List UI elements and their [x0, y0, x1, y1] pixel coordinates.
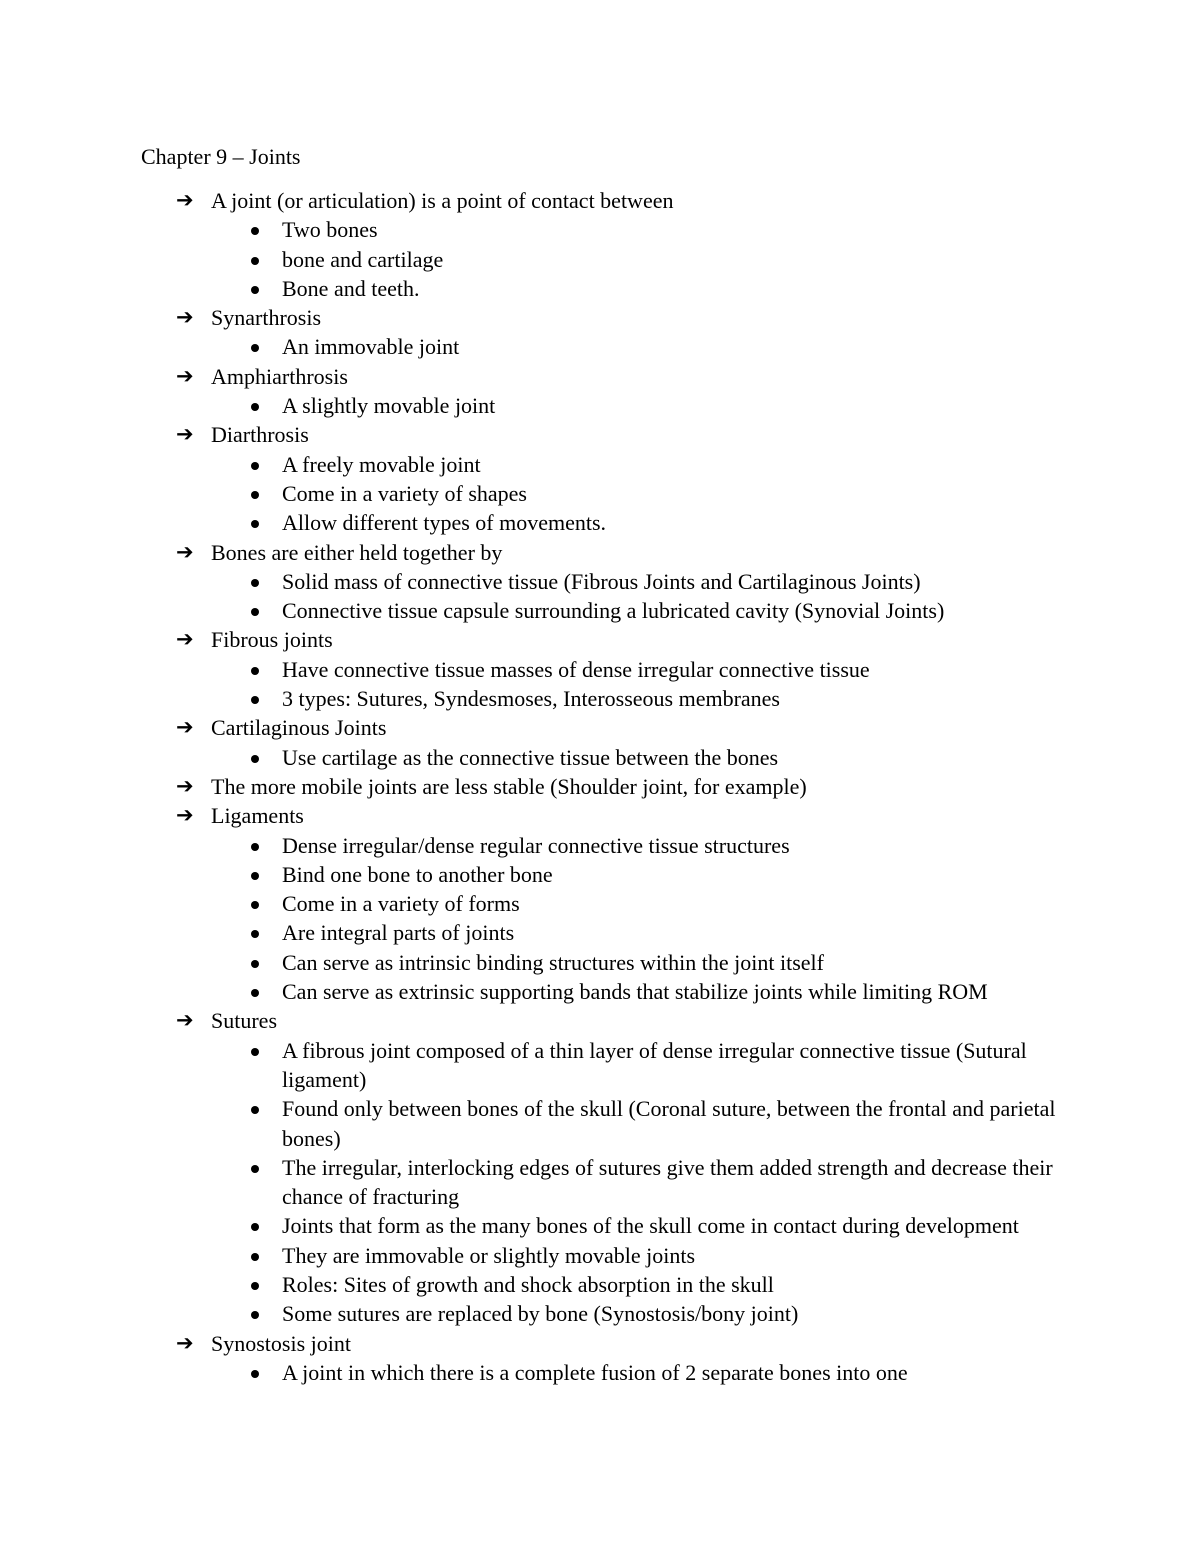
list-item-text: Solid mass of connective tissue (Fibrous Joints and Cartilaginous Joints) [282, 568, 921, 594]
section-heading-line [0, 538, 1200, 567]
outline-section [0, 538, 1200, 626]
arrow-bullet-icon: ➔ [176, 1330, 194, 1355]
list-item-text: A freely movable joint [282, 451, 481, 477]
list-item [0, 1241, 1067, 1270]
section-heading-line [0, 1329, 1200, 1358]
bullet-dot-icon [251, 257, 259, 265]
list-item-text: An immovable joint [282, 334, 460, 360]
outline-section [0, 625, 1200, 713]
section-heading-line [0, 625, 1200, 654]
section-heading: Diarthrosis [211, 422, 309, 448]
list-item-text: bone and cartilage [282, 246, 444, 272]
section-heading: Synostosis joint [211, 1330, 351, 1356]
list-item [0, 831, 1067, 860]
bullet-dot-icon [251, 1048, 259, 1056]
list-item [0, 1094, 1067, 1153]
bullet-dot-icon [251, 1311, 259, 1319]
outline-section [0, 303, 1200, 362]
outline-section [0, 772, 1200, 801]
outline-section [0, 713, 1200, 772]
section-heading: Ligaments [211, 803, 304, 829]
sub-list [0, 391, 1200, 420]
section-heading-line [0, 772, 1200, 801]
section-heading-line [0, 362, 1200, 391]
sub-list [0, 831, 1200, 1007]
list-item-text: 3 types: Sutures, Syndesmoses, Interosseous membranes [282, 686, 780, 712]
outline-section [0, 186, 1200, 303]
list-item-text: A fibrous joint composed of a thin layer of dense irregular connective tissue (Sutural ligament) [282, 1037, 1027, 1092]
bullet-dot-icon [251, 1282, 259, 1290]
section-heading-line [0, 186, 1200, 215]
bullet-dot-icon [251, 872, 259, 880]
list-item [0, 684, 1067, 713]
list-item [0, 391, 1067, 420]
list-item [0, 567, 1067, 596]
section-heading: Sutures [211, 1008, 277, 1034]
list-item-text: A slightly movable joint [282, 393, 496, 419]
list-item-text: Can serve as extrinsic supporting bands that stabilize joints while limiting ROM [282, 979, 988, 1005]
arrow-bullet-icon: ➔ [176, 422, 194, 447]
list-item [0, 508, 1067, 537]
list-item [0, 1036, 1067, 1095]
list-item-text: Dense irregular/dense regular connective tissue structures [282, 832, 790, 858]
list-item [0, 948, 1067, 977]
bullet-dot-icon [251, 520, 259, 528]
arrow-bullet-icon: ➔ [176, 1008, 194, 1033]
arrow-bullet-icon: ➔ [176, 715, 194, 740]
bullet-dot-icon [251, 491, 259, 499]
list-item-text: Come in a variety of forms [282, 891, 520, 917]
arrow-bullet-icon: ➔ [176, 803, 194, 828]
list-item [0, 245, 1067, 274]
section-heading: Bones are either held together by [211, 539, 503, 565]
list-item [0, 977, 1067, 1006]
list-item [0, 860, 1067, 889]
list-item [0, 332, 1067, 361]
section-heading: Amphiarthrosis [211, 363, 348, 389]
list-item-text: Some sutures are replaced by bone (Synostosis/bony joint) [282, 1301, 799, 1327]
list-item [0, 743, 1067, 772]
list-item [0, 918, 1067, 947]
list-item-text: Connective tissue capsule surrounding a lubricated cavity (Synovial Joints) [282, 598, 945, 624]
arrow-bullet-icon: ➔ [176, 363, 194, 388]
bullet-dot-icon [251, 1370, 259, 1378]
sub-list [0, 332, 1200, 361]
section-heading-line [0, 1006, 1200, 1035]
section-heading-line [0, 303, 1200, 332]
bullet-dot-icon [251, 462, 259, 470]
section-heading-line [0, 801, 1200, 830]
arrow-bullet-icon: ➔ [176, 539, 194, 564]
bullet-dot-icon [251, 579, 259, 587]
section-heading-line [0, 420, 1200, 449]
list-item-text: Found only between bones of the skull (Coronal suture, between the frontal and parietal bones) [282, 1096, 1056, 1151]
list-item [0, 1153, 1067, 1212]
section-heading: Fibrous joints [211, 627, 333, 653]
list-item [0, 1299, 1067, 1328]
list-item-text: Are integral parts of joints [282, 920, 515, 946]
sub-list [0, 215, 1200, 303]
list-item [0, 596, 1067, 625]
list-item-text: Two bones [282, 217, 378, 243]
outline-section [0, 1006, 1200, 1328]
arrow-bullet-icon: ➔ [176, 627, 194, 652]
list-item [0, 479, 1067, 508]
outline-section [0, 1329, 1200, 1388]
outline-section [0, 801, 1200, 1006]
bullet-dot-icon [251, 344, 259, 352]
list-item [0, 1358, 1067, 1387]
sub-list [0, 655, 1200, 714]
bullet-dot-icon [251, 843, 259, 851]
bullet-dot-icon [251, 667, 259, 675]
list-item-text: Have connective tissue masses of dense irregular connective tissue [282, 656, 870, 682]
list-item-text: They are immovable or slightly movable joints [282, 1242, 696, 1268]
section-heading: Synarthrosis [211, 305, 321, 331]
bullet-dot-icon [251, 1223, 259, 1231]
list-item [0, 274, 1067, 303]
list-item [0, 655, 1067, 684]
page-title: Chapter 9 – Joints [141, 144, 301, 169]
bullet-dot-icon [251, 960, 259, 968]
section-heading: The more mobile joints are less stable (Shoulder joint, for example) [211, 773, 807, 799]
section-heading-line [0, 713, 1200, 742]
list-item-text: Joints that form as the many bones of the skull come in contact during development [282, 1213, 1019, 1239]
bullet-dot-icon [251, 989, 259, 997]
bullet-dot-icon [251, 1106, 259, 1114]
bullet-dot-icon [251, 901, 259, 909]
list-item-text: Allow different types of movements. [282, 510, 607, 536]
bullet-dot-icon [251, 286, 259, 294]
bullet-dot-icon [251, 403, 259, 411]
list-item [0, 215, 1067, 244]
bullet-dot-icon [251, 1253, 259, 1261]
list-item-text: Use cartilage as the connective tissue between the bones [282, 744, 779, 770]
bullet-dot-icon [251, 930, 259, 938]
list-item-text: The irregular, interlocking edges of sutures give them added strength and decrease their chance of fracturing [282, 1154, 1053, 1210]
arrow-bullet-icon: ➔ [176, 773, 194, 798]
list-item-text: Bone and teeth. [282, 275, 420, 301]
bullet-dot-icon [251, 1165, 259, 1173]
outline-section [0, 362, 1200, 421]
bullet-dot-icon [251, 608, 259, 616]
arrow-bullet-icon: ➔ [176, 305, 194, 330]
list-item [0, 889, 1067, 918]
section-heading: A joint (or articulation) is a point of contact between [211, 188, 674, 213]
list-item [0, 1211, 1067, 1240]
bullet-dot-icon [251, 696, 259, 704]
sub-list [0, 567, 1200, 626]
list-item [0, 450, 1067, 479]
sub-list [0, 743, 1200, 772]
list-item-text: A joint in which there is a complete fusion of 2 separate bones into one [282, 1359, 908, 1385]
arrow-bullet-icon: ➔ [176, 188, 194, 212]
list-item-text: Come in a variety of shapes [282, 480, 527, 506]
sub-list [0, 1358, 1200, 1387]
sub-list [0, 1036, 1200, 1329]
list-item-text: Roles: Sites of growth and shock absorption in the skull [282, 1271, 774, 1297]
outline-section [0, 420, 1200, 537]
bullet-dot-icon [251, 227, 259, 235]
list-item [0, 1270, 1067, 1299]
list-item-text: Can serve as intrinsic binding structures within the joint itself [282, 949, 824, 975]
section-heading: Cartilaginous Joints [211, 715, 387, 741]
sub-list [0, 450, 1200, 538]
list-item-text: Bind one bone to another bone [282, 861, 553, 887]
notes-outline [0, 186, 1200, 1387]
bullet-dot-icon [251, 755, 259, 763]
